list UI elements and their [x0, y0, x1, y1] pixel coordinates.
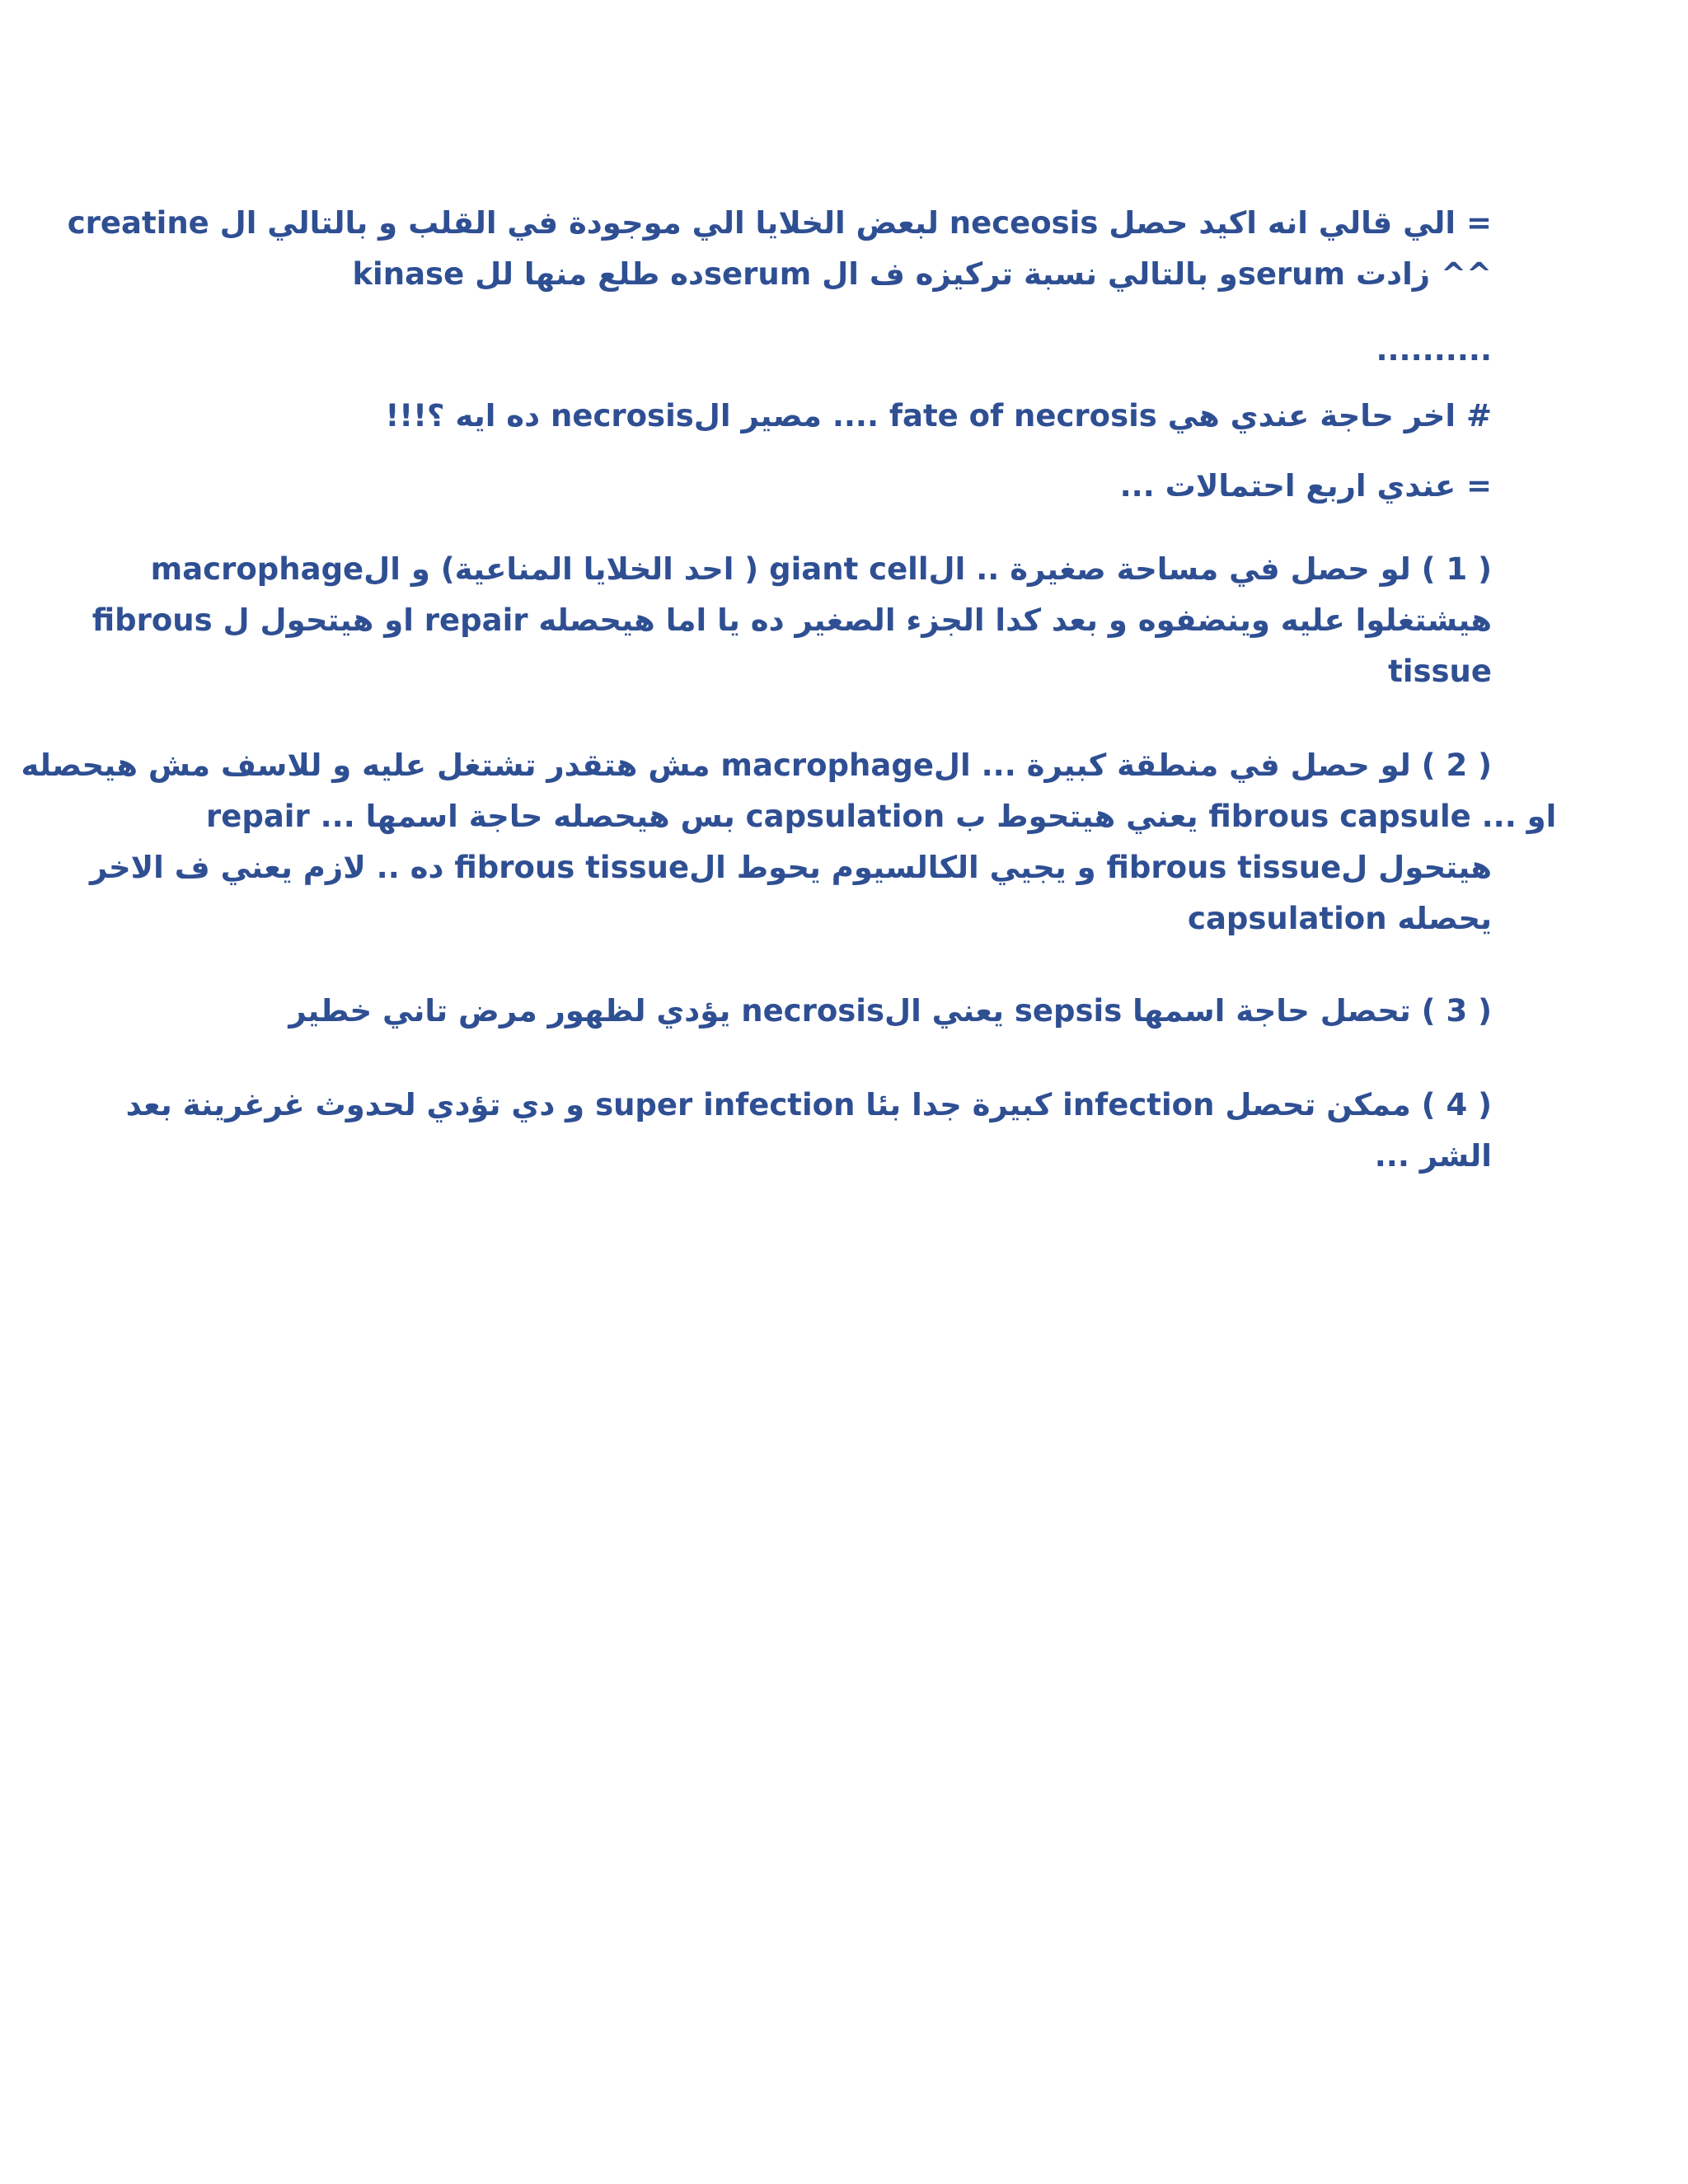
text-line: هيشتغلوا عليه وينضفوه و بعد كدا الجزء الصغير ده يا اما هيحصله repair او هيتحول ل fibrous [91, 602, 1492, 638]
paragraph-dots [206, 325, 1492, 376]
paragraph-creatine-kinase [67, 198, 1492, 300]
text-line: kinase ده طلع منها للserum و بالتالي نسبة تركيزه ف الserum زادت ^^ [352, 256, 1492, 292]
paragraph-item-4 [125, 1080, 1492, 1182]
text-line: ( 3 ) تحصل حاجة اسمها sepsis يعني الnecrosis يؤدي لظهور مرض تاني خطير [288, 993, 1492, 1029]
text-line: # اخر حاجة عندي هي fate of necrosis .... مصير الnecrosis ده ايه ؟!!! [385, 398, 1492, 434]
paragraph-fate-of-necrosis [206, 391, 1492, 442]
text-line: ( 2 ) لو حصل في منطقة كبيرة ... الmacrophage مش هتقدر تشتغل عليه و للاسف مش هيحصله [21, 748, 1492, 783]
text-line: يحصله capsulation [1188, 901, 1492, 936]
paragraph-item-2 [21, 740, 1557, 944]
paragraph-four-possibilities [206, 461, 1492, 512]
paragraph-item-1 [91, 544, 1492, 697]
text-line: هيتحول لfibrous tissue و يجيي الكالسيوم يحوط الfibrous tissue ده .. لازم يعني ف الاخر [89, 850, 1492, 885]
text-line: = الي قالي انه اكيد حصل neceosis لبعض الخلايا الي موجودة في القلب و بالتالي ال creatine [67, 205, 1492, 241]
text-line: الشر ... [1374, 1138, 1492, 1174]
text-line: ( 4 ) ممكن تحصل infection كبيرة جدا بئا super infection و دي تؤدي لحدوث غرغرينة بعد [125, 1087, 1492, 1122]
text-line: repair ... بس هيحصله حاجة اسمها capsulation يعني هيتحوط ب fibrous capsule ... او [206, 799, 1557, 834]
text-line: .......... [1376, 332, 1492, 368]
paragraph-item-3 [206, 986, 1492, 1037]
text-line: = عندي اربع احتمالات ... [1119, 468, 1492, 504]
text-line: tissue [1388, 654, 1492, 689]
text-line: ( 1 ) لو حصل في مساحة صغيرة .. الgiant cell ( احد الخلايا المناعية) و الmacrophage [150, 551, 1492, 587]
